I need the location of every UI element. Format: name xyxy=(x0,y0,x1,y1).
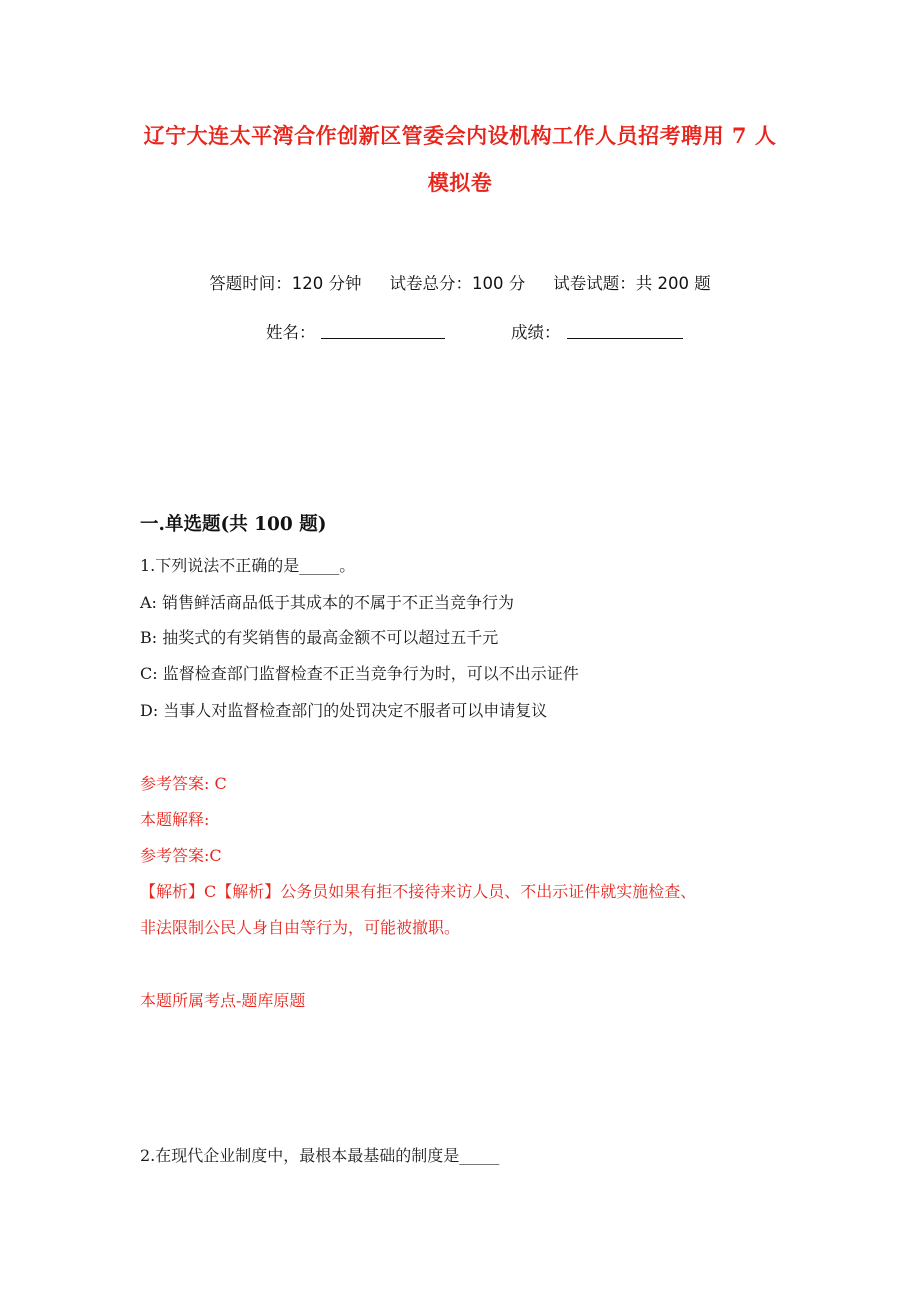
score-blank-line xyxy=(567,338,683,339)
question-1-analysis-line1: 【解析】C【解析】公务员如果有拒不接待来访人员、不出示证件就实施检查、 xyxy=(140,882,697,901)
exam-time: 答题时间：120 分钟 xyxy=(209,274,362,293)
question-1-stem: 1.下列说法不正确的是_____。 xyxy=(140,556,356,575)
question-1-explanation-label: 本题解释: xyxy=(140,810,210,829)
question-1-option-b: B: 抽奖式的有奖销售的最高金额不可以超过五千元 xyxy=(140,628,499,647)
question-1-analysis-line2: 非法限制公民人身自由等行为，可能被撤职。 xyxy=(140,918,461,937)
exam-meta xyxy=(0,270,920,294)
question-1-answer-repeat: 参考答案:C xyxy=(140,846,222,865)
name-blank-line xyxy=(321,338,445,339)
question-1-option-a: A: 销售鲜活商品低于其成本的不属于不正当竞争行为 xyxy=(140,593,515,612)
question-1-source: 本题所属考点-题库原题 xyxy=(140,991,306,1010)
exam-total-questions: 试卷试题：共 200 题 xyxy=(553,274,711,293)
question-1-option-d: D: 当事人对监督检查部门的处罚决定不服者可以申请复议 xyxy=(140,701,548,720)
exam-title-line1: 辽宁大连太平湾合作创新区管委会内设机构工作人员招考聘用 7 人 xyxy=(143,123,777,148)
section-heading: 一.单选题(共 100 题) xyxy=(140,514,327,535)
exam-title-line2: 模拟卷 xyxy=(427,170,493,195)
score-label: 成绩： xyxy=(511,323,561,342)
exam-total-score: 试卷总分：100 分 xyxy=(389,274,526,293)
question-1-answer: 参考答案: C xyxy=(140,774,227,793)
question-2-stem: 2.在现代企业制度中，最根本最基础的制度是_____ xyxy=(140,1146,500,1165)
question-1-option-c: C: 监督检查部门监督检查不正当竞争行为时，可以不出示证件 xyxy=(140,664,579,683)
name-label: 姓名： xyxy=(266,323,316,342)
